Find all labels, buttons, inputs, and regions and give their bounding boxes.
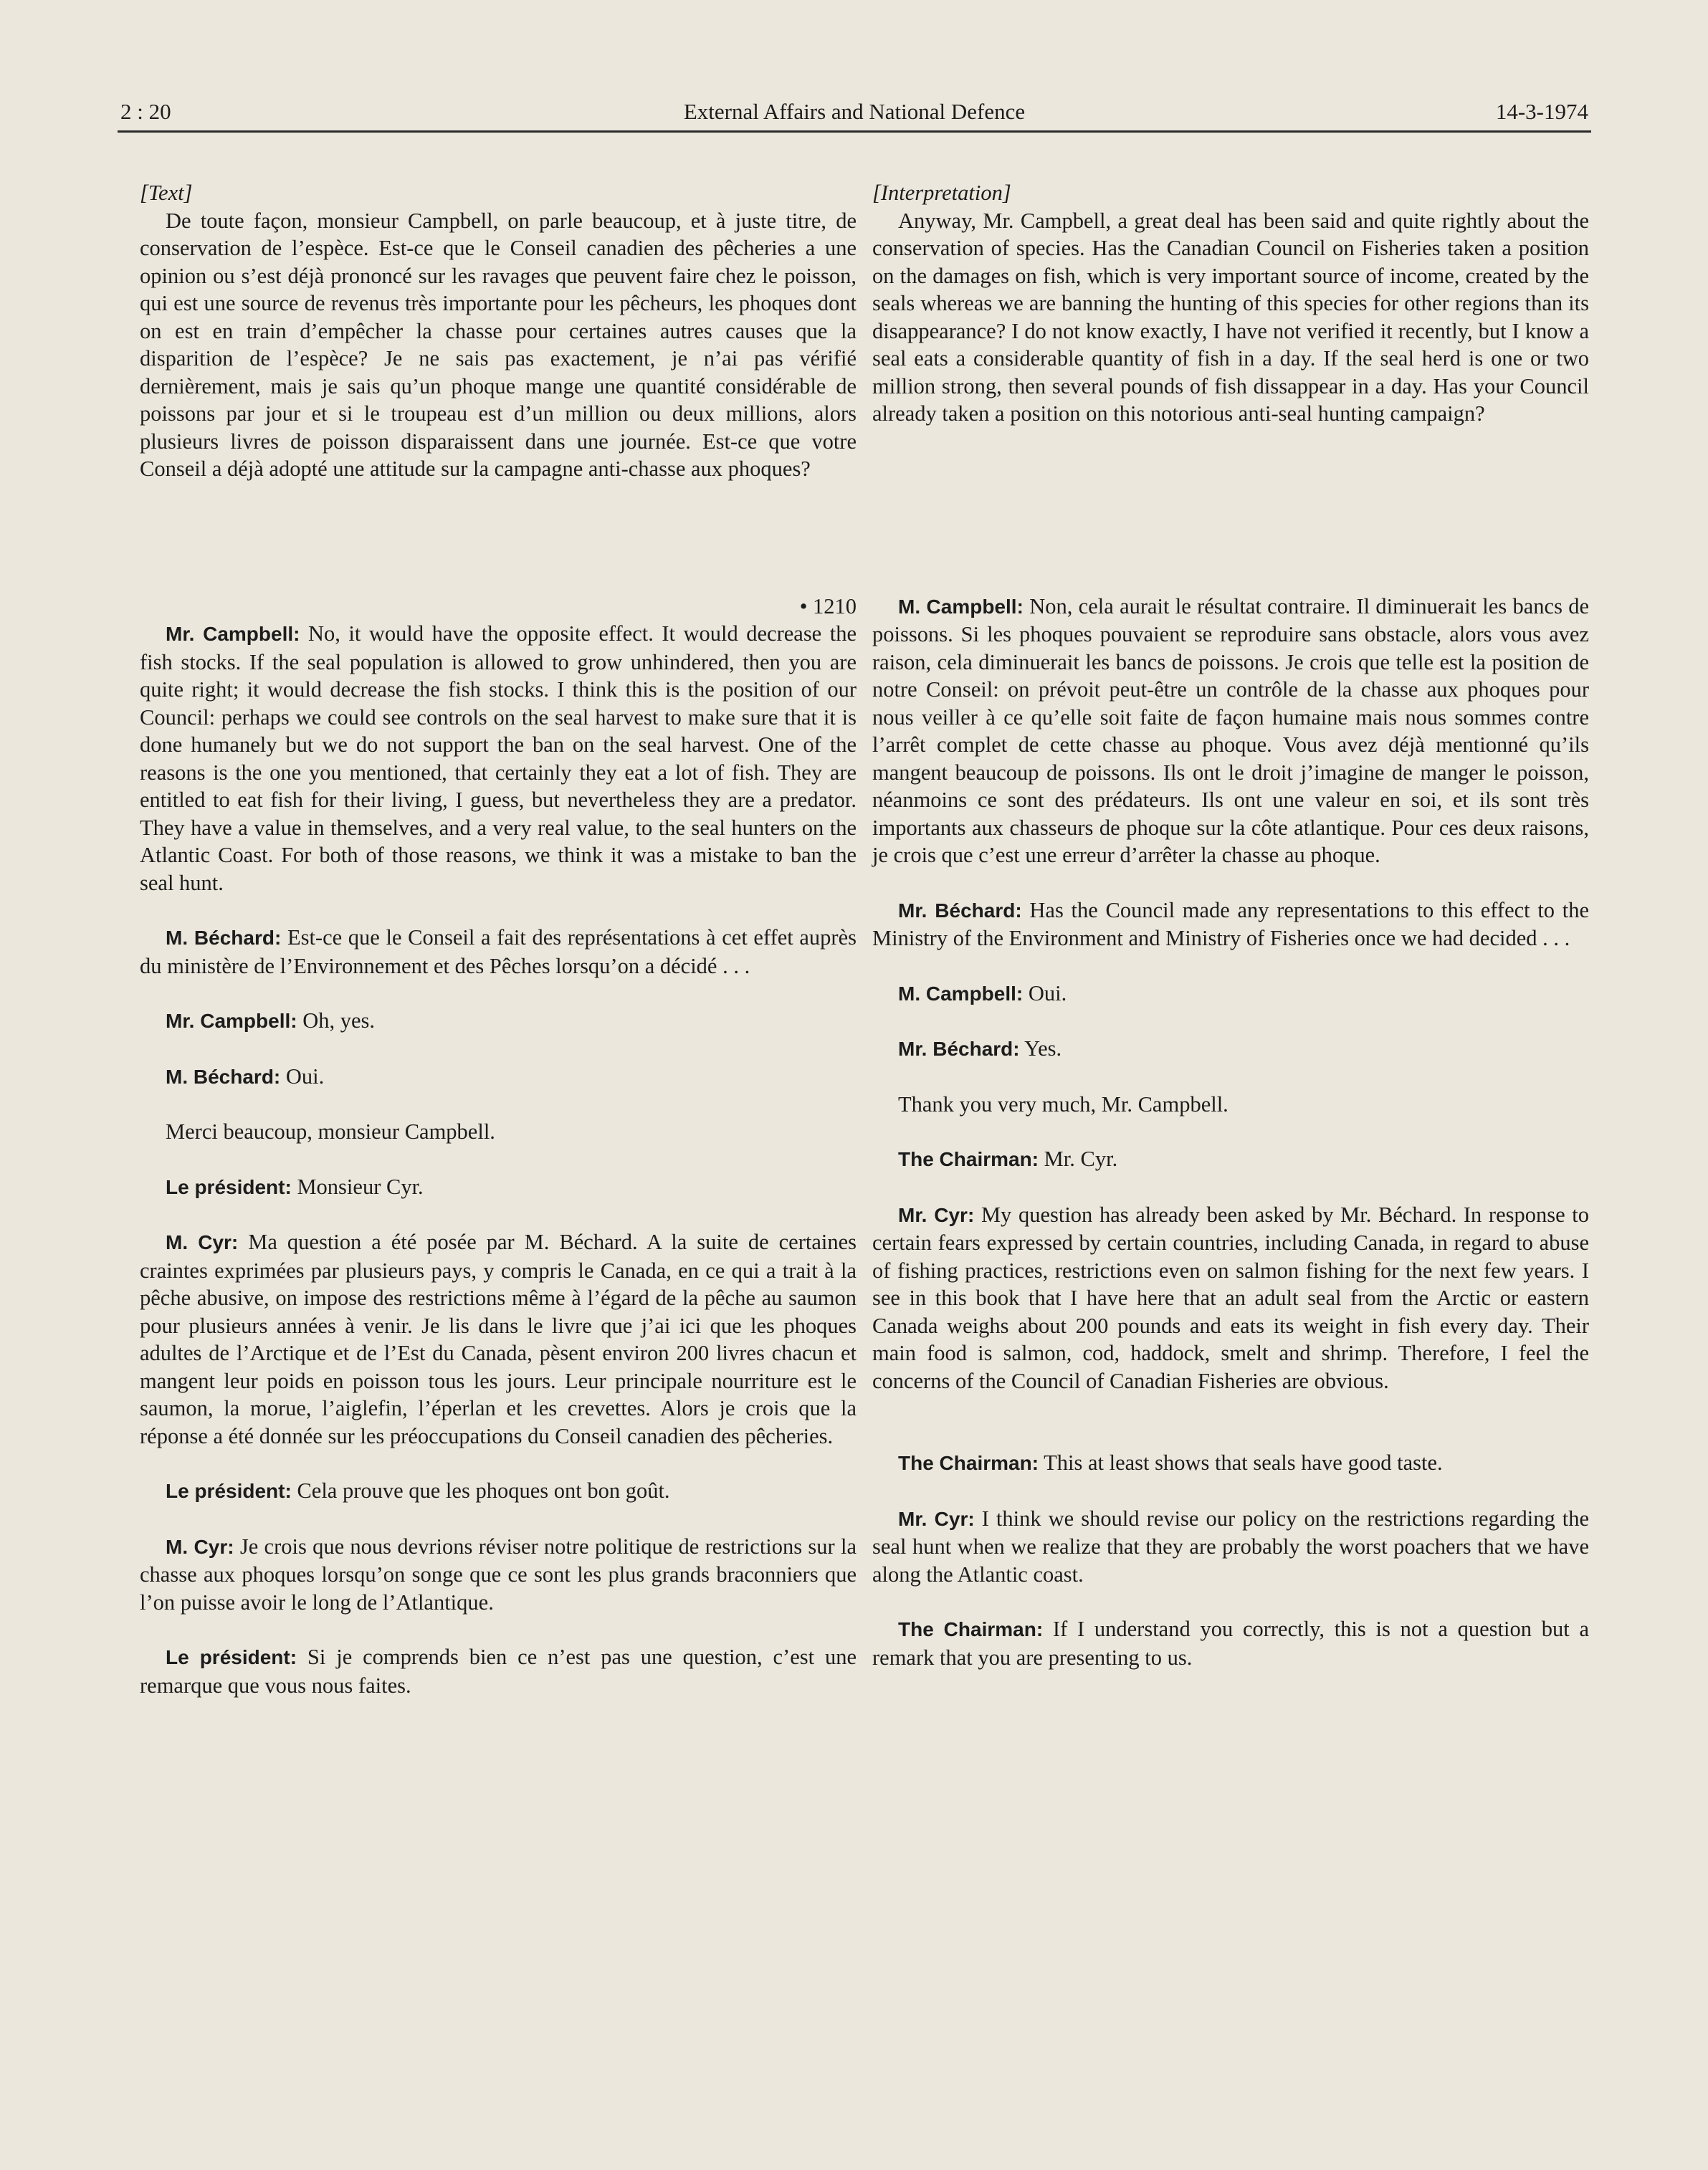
speech-text: This at least shows that seals have good taste. [1044,1450,1443,1475]
speech-text: Oui. [285,1064,325,1089]
speech-text: If I understand you correctly, this is not a question but a remark that you are presenting to us. [872,1617,1589,1670]
speech-text: No, it would have the opposite effect. It would decrease the fish stocks. If the seal population is allowed to grow unhindered, then you are quite right; it would decrease the fish stocks. I think this is the position of our Council: perhaps we could see controls on the seal harvest to make sure that it is done humanely but we do not support the ban on the seal harvest. One of the reasons is the one you mentioned, that certainly they eat a lot of fish. They are entitled to eat fish for their living, I guess, but nevertheless they are a predator. They have a value in themselves, and a very real value, to the seal hunters on the Atlantic Coast. For both of those reasons, we think it was a mistake to ban the seal hunt. [140,621,857,895]
speaker-name: Mr. Béchard: [898,899,1022,922]
speaker-name: M. Campbell: [898,982,1024,1005]
paragraph: Anyway, Mr. Campbell, a great deal has been said and quite rightly about the conservation of species. Has the Canadian Council on Fisheries taken a position on the damages on fish, which is very important source of income, created by the seals whereas we are banning the hunting of this species for other regions than its disappearance? I do not know exactly, I have not verified it recently, but I know a seal eats a considerable quantity of fish in a day. If the seal herd is one or two million strong, then several pounds of fish dissappear in a day. Has your Council already taken a position on this notorious anti-seal hunting campaign? [872,208,1589,426]
speech-text: I think we should revise our policy on the restrictions regarding the seal hunt when we realize that they are probably the worst poachers that we have along the Atlantic coast. [872,1506,1590,1587]
speech-text: Si je comprends bien ce n’est pas une question, c’est une remarque que vous nous faites. [140,1645,857,1698]
speech-paragraph [872,1145,1589,1174]
speech-paragraph [140,924,857,980]
speaker-name: M. Cyr: [166,1231,239,1253]
paragraph: Thank you very much, Mr. Campbell. [898,1091,1228,1117]
speech-paragraph [872,980,1589,1008]
speech-paragraph [140,1063,857,1091]
speech-text: Oui. [1028,980,1067,1005]
speech-text: My question has already been asked by Mr. Béchard. In response to certain fears expressed by certain countries, including Canada, in regard to abuse of fishing practices, restrictions even on salmon fishing for the next few years. I see in this book that I have here that an adult seal from the Arctic or eastern Canada weighs about 200 pounds and eats its weight in fish every day. Their main food is salmon, cod, haddock, smelt and shrimp. Therefore, I feel the concerns of the Council of Canadian Fisheries are obvious. [872,1202,1590,1393]
page-number: 2 : 20 [120,99,171,124]
speaker-name: M. Campbell: [898,595,1024,618]
speech-paragraph [140,620,857,897]
speech-text: Yes. [1024,1036,1062,1061]
speech-paragraph [140,1173,857,1202]
speaker-name: The Chairman: [898,1452,1039,1474]
speech-text: Ma question a été posée par M. Béchard. A la suite de certaines craintes exprimées par plusieurs pays, y compris le Canada, en ce qui a trait à la pêche abusive, on impose des restrictions même à l’égard de la pêche au saumon pour plusieurs années à venir. Je lis dans le livre que j’ai ici que les phoques adultes de l’Arctique et de l’Est du Canada, pèsent environ 200 livres chacun et mangent leur poids en poisson tous les jours. Leur principale nourriture est le saumon, la morue, l’aiglefin, l’éperlan et les crevettes. Alors je crois que la réponse a été donnée sur les préoccupations du Conseil canadien des pêcheries. [140,1230,857,1448]
speaker-name: Le président: [166,1480,292,1502]
speaker-name: M. Béchard: [166,927,282,949]
speech-paragraph [872,1035,1589,1064]
speech-text: Est-ce que le Conseil a fait des représentations à cet effet auprès du ministère de l’Environnement et des Pêches lorsqu’on a décidé . . . [140,925,857,978]
speaker-name: The Chairman: [898,1618,1044,1640]
speech-text: Mr. Cyr. [1044,1147,1118,1171]
speech-paragraph [872,593,1589,869]
speech-text: Has the Council made any representations to this effect to the Ministry of the Environment and Ministry of Fisheries once we had decided . . . [872,897,1590,950]
page-header [118,92,1591,133]
left-column [140,179,857,1699]
speech-paragraph [872,1505,1589,1589]
time-marker: • 1210 [799,593,857,618]
speaker-name: Mr. Cyr: [898,1203,975,1226]
speaker-name: Le président: [166,1646,297,1668]
speaker-name: Mr. Campbell: [166,623,300,645]
speaker-name: Le président: [166,1175,292,1198]
speech-paragraph [140,1533,857,1617]
speech-paragraph [872,1449,1589,1478]
speech-paragraph [872,1201,1589,1395]
speech-paragraph [140,1228,857,1450]
speech-paragraph [872,897,1589,952]
speech-paragraph [140,1477,857,1506]
speech-paragraph [140,1643,857,1699]
section-tag: [Text] [140,181,193,205]
speech-text: Monsieur Cyr. [297,1174,424,1199]
page-title: External Affairs and National Defence [683,99,1026,124]
page-date: 14-3-1974 [1495,99,1588,124]
speech-text: Cela prouve que les phoques ont bon goût. [297,1478,670,1503]
speaker-name: M. Cyr: [166,1535,234,1558]
section-tag: [Interpretation] [872,181,1011,205]
speaker-name: Mr. Béchard: [898,1038,1020,1060]
speaker-name: Mr. Campbell: [166,1010,297,1032]
speaker-name: The Chairman: [898,1148,1039,1170]
paragraph: Merci beaucoup, monsieur Campbell. [166,1119,495,1144]
paragraph: De toute façon, monsieur Campbell, on parle beaucoup, et à juste titre, de conservation de l’espèce. Est-ce que le Conseil canadien des pêcheries a une opinion ou s’est déjà prononcé sur les ravages que peuvent faire chez le poisson, qui est une source de revenus très importante pour les pêcheurs, les phoques dont on est en train d’empêcher la chasse pour certaines autres causes que la disparition de l’espèce? Je ne sais pas exactement, je n’ai pas vérifié dernièrement, mais je sais qu’un phoque mange une quantité considérable de poissons par jour et si le troupeau est d’un million ou deux millions, alors plusieurs livres de poisson disparaissent dans une journée. Est-ce que votre Conseil a déjà adopté une attitude sur la campagne anti-chasse aux phoques? [140,208,857,481]
speech-paragraph [140,1007,857,1036]
speech-text: Je crois que nous devrions réviser notre politique de restrictions sur la chasse aux phoques lorsqu’on songe que ce sont les plus grands braconniers que l’on puisse avoir le long de l’Atlantique. [140,1534,857,1615]
speech-text: Oh, yes. [302,1008,376,1033]
speaker-name: M. Béchard: [166,1065,281,1088]
speech-text: Non, cela aurait le résultat contraire. Il diminuerait les bancs de poissons. Si les phoques pouvaient se reproduire sans obstacle, alors vous avez raison, cela diminuerait les bancs de poissons. Je crois que telle est la position de notre Conseil: on prévoit peut-être un contrôle de la chasse aux phoques pour nous veiller à ce qu’elle soit faite de façon humaine mais nous sommes contre l’arrêt complet de cette chasse au phoque. Vous avez déjà mentionné qu’ils mangent beaucoup de poissons. Ils ont le droit j’imagine de manger le poisson, néanmoins ce sont des prédateurs. Ils ont une valeur en soi, et ils sont très importants aux chasseurs de phoque sur la côte atlantique. Pour ces deux raisons, je crois que c’est une erreur d’arrêter la chasse au phoque. [872,593,1590,867]
right-column [872,179,1589,1671]
speaker-name: Mr. Cyr: [898,1507,975,1530]
speech-paragraph [872,1615,1589,1671]
